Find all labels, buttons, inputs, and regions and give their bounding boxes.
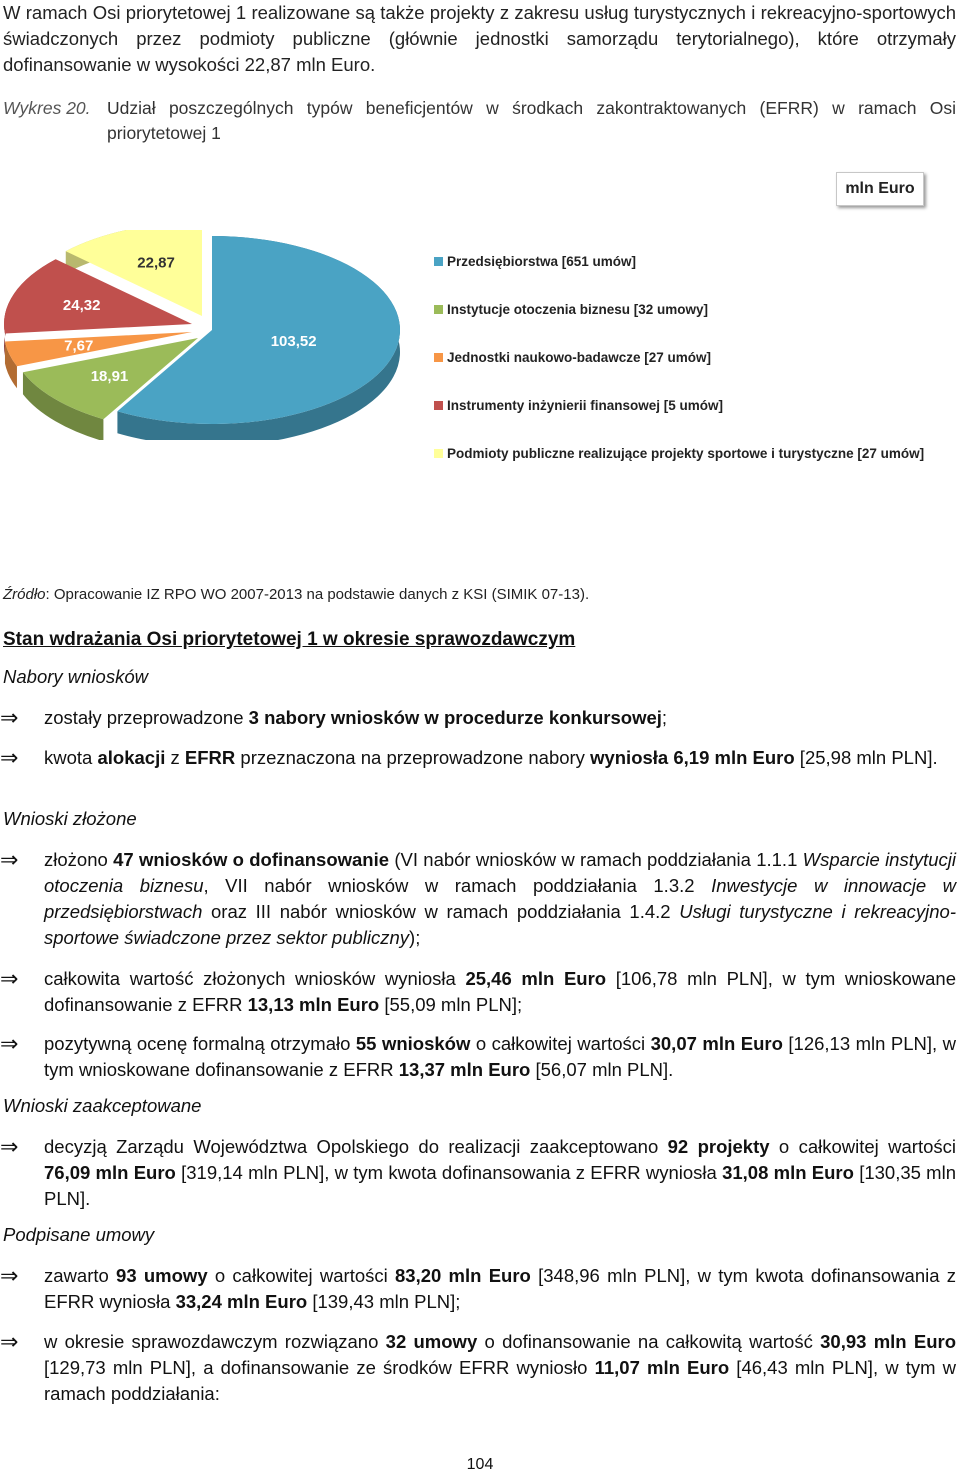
- legend-label: Instytucje otoczenia biznesu [32 umowy]: [447, 302, 709, 317]
- legend-swatch: [434, 305, 443, 314]
- bullet-text: zawarto 93 umowy o całkowitej wartości 83,20 mln Euro [348,96 mln PLN], w tym kwota dofinansowania z EFRR wyniosła 33,24 mln Euro [139,43 mln PLN];: [44, 1265, 957, 1312]
- section-title: Stan wdrażania Osi priorytetowej 1 w okresie sprawozdawczym: [3, 629, 576, 650]
- bullet-umowy-1: [0, 1263, 956, 1315]
- legend-label: Podmioty publiczne realizujące projekty sportowe i turystyczne [27 umów]: [447, 446, 925, 461]
- legend-swatch: [434, 257, 443, 266]
- arrow-icon: ⇒: [0, 1134, 19, 1159]
- figure-label: Wykres 20.: [3, 98, 91, 118]
- subsection-zlozone: Wnioski złożone: [3, 808, 137, 829]
- legend-item: [434, 398, 723, 413]
- legend-label: Przedsiębiorstwa [651 umów]: [447, 254, 637, 269]
- pie-data-label: 18,91: [90, 367, 129, 385]
- legend-item: [434, 350, 711, 365]
- source-label: Źródło: [3, 586, 46, 603]
- pie-tops: [4, 230, 400, 424]
- bullet-umowy-2: [0, 1329, 956, 1407]
- legend-item: [434, 302, 708, 317]
- legend-swatch: [434, 401, 443, 410]
- bullet-text: złożono 47 wniosków o dofinansowanie (VI nabór wniosków w ramach poddziałania 1.1.1 Wsparcie instytucji otoczenia biznesu, VII nabór wniosków w ramach poddziałania 1.3.2 Inwestycje w innowacje w przedsiębiorstwach oraz III nabór wniosków w ramach poddziałania 1.4.2 Usługi turystyczne i rekreacyjno-sportowe świadczone przez sektor publiczny);: [44, 849, 957, 948]
- pie-data-label: 103,52: [270, 333, 317, 351]
- bullet-text: zostały przeprowadzone 3 nabory wniosków w procedurze konkursowej;: [44, 707, 668, 728]
- subsection-zaakceptowane: Wnioski zaakceptowane: [3, 1095, 202, 1116]
- bullet-text: decyzją Zarządu Województwa Opolskiego do realizacji zaakceptowano 92 projekty o całkowitej wartości 76,09 mln Euro [319,14 mln PLN], w tym kwota dofinansowania z EFRR wyniosła 31,08 mln Euro [130,35 mln PLN].: [44, 1136, 956, 1209]
- source-note: [3, 586, 589, 603]
- bullet-zaakceptowane-1: [0, 1134, 956, 1212]
- legend-swatch: [434, 449, 443, 458]
- bullet-text: w okresie sprawozdawczym rozwiązano 32 umowy o dofinansowanie na całkowitą wartość 30,93 mln Euro [129,73 mln PLN], a dofinansowanie ze środków EFRR wyniosło 11,07 mln Euro [46,43 mln PLN], w tym w ramach poddziałania:: [44, 1331, 957, 1404]
- legend-label: Instrumenty inżynierii finansowej [5 umów]: [447, 398, 724, 413]
- page-number: 104: [466, 1456, 494, 1473]
- legend-item: [434, 446, 924, 461]
- pie-data-label: 7,67: [64, 337, 94, 355]
- bullet-text: pozytywną ocenę formalną otrzymało 55 wniosków o całkowitej wartości 30,07 mln Euro [126,13 mln PLN], w tym wnioskowane dofinansowanie z EFRR 13,37 mln Euro [56,07 mln PLN].: [44, 1033, 956, 1080]
- bullet-text: całkowita wartość złożonych wniosków wyniosła 25,46 mln Euro [106,78 mln PLN], w tym wnioskowane dofinansowanie z EFRR 13,13 mln Euro [55,09 mln PLN];: [44, 968, 956, 1015]
- subsection-nabory: Nabory wniosków: [3, 666, 148, 687]
- bullet-zlozone-3: [0, 1031, 956, 1083]
- arrow-icon: ⇒: [0, 1031, 19, 1056]
- bullet-zlozone-2: [0, 966, 956, 1018]
- bullet-text: kwota alokacji z EFRR przeznaczona na przeprowadzone nabory wyniosła 6,19 mln Euro [25,98 mln PLN].: [44, 747, 938, 768]
- arrow-icon: ⇒: [0, 705, 19, 730]
- pie-chart: [0, 230, 430, 440]
- pie-data-label: 24,32: [62, 297, 101, 315]
- figure-caption: [3, 96, 956, 146]
- subsection-umowy: Podpisane umowy: [3, 1224, 155, 1245]
- legend-item: [434, 254, 636, 269]
- legend-label: Jednostki naukowo-badawcze [27 umów]: [447, 350, 712, 365]
- legend-swatch: [434, 353, 443, 362]
- unit-label: mln Euro: [836, 172, 924, 206]
- arrow-icon: ⇒: [0, 1263, 19, 1288]
- bullet-nabory-1: [0, 705, 956, 731]
- intro-paragraph: W ramach Osi priorytetowej 1 realizowane są także projekty z zakresu usług turystycznych i rekreacyjno-sportowych świadczonych przez podmioty publiczne (głównie jednostki samorządu terytorialnego), które otrzymały dofinansowanie w wysokości 22,87 mln Euro.: [3, 2, 956, 75]
- arrow-icon: ⇒: [0, 847, 19, 872]
- bullet-zlozone-1: [0, 847, 956, 951]
- arrow-icon: ⇒: [0, 1329, 19, 1354]
- bullet-nabory-2: [0, 745, 956, 771]
- arrow-icon: ⇒: [0, 745, 19, 770]
- figure-title: Udział poszczególnych typów beneficjentów w środkach zakontraktowanych (EFRR) w ramach Osi priorytetowej 1: [107, 98, 956, 143]
- source-text: : Opracowanie IZ RPO WO 2007-2013 na podstawie danych z KSI (SIMIK 07-13).: [45, 586, 590, 603]
- arrow-icon: ⇒: [0, 966, 19, 991]
- pie-data-label: 22,87: [137, 254, 175, 272]
